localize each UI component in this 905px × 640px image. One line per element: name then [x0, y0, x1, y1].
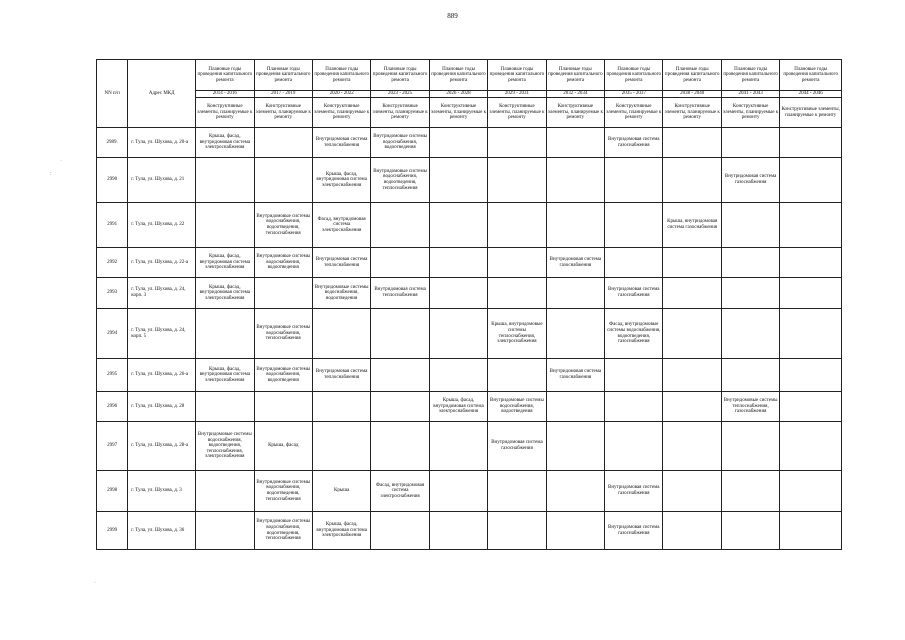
- repair-cell: [721, 422, 779, 471]
- table-row: [97, 128, 842, 158]
- row-address: г. Тула, ул. Шухова, д. 22-а: [128, 248, 196, 278]
- repair-cell: Внутридомовая система газоснабжения: [605, 128, 663, 158]
- repair-cell: Крыша, фасад, внутридомовая система электроснабжения: [312, 158, 370, 203]
- row-address: г. Тула, ул. Шухова, д. 28-а: [128, 422, 196, 471]
- row-number: 2992: [97, 248, 128, 278]
- repair-cell: [721, 359, 779, 392]
- repair-cell: Внутридомовая система газоснабжения: [721, 158, 779, 203]
- row-address: г. Тула, ул. Шухова, д. 3: [128, 471, 196, 512]
- header-elements: Конструктивные элементы, планируемые к ремонту: [254, 98, 312, 128]
- repair-cell: [371, 309, 429, 359]
- repair-cell: [663, 248, 721, 278]
- repair-cell: [605, 203, 663, 248]
- repair-cell: [371, 392, 429, 422]
- header-period-label: Плановые годы проведения капитального ремонта: [605, 60, 663, 91]
- repair-cell: [663, 309, 721, 359]
- repair-cell: [312, 392, 370, 422]
- header-elements: Конструктивные элементы, планируемые к ремонту: [429, 98, 487, 128]
- header-period-label: Плановые годы проведения капитального ремонта: [780, 60, 842, 91]
- repair-cell: [196, 309, 254, 359]
- header-years: 2038 - 2040: [663, 91, 721, 98]
- row-address: г. Тула, ул. Шухова, д. 20-а: [128, 128, 196, 158]
- repair-cell: [663, 422, 721, 471]
- repair-cell: [488, 471, 546, 512]
- repair-cell: Внутридомовая система газоснабжения: [605, 512, 663, 550]
- repair-cell: [721, 128, 779, 158]
- repair-cell: [196, 471, 254, 512]
- repair-cell: Крыша, фасад, внутридомовая система электроснабжения: [196, 359, 254, 392]
- row-number: 2998: [97, 471, 128, 512]
- repair-cell: [196, 203, 254, 248]
- repair-cell: Внутридомовые системы теплоснабжения, газоснабжения: [721, 392, 779, 422]
- repair-cell: [371, 422, 429, 471]
- table-row: [97, 278, 842, 309]
- row-number: 2997: [97, 422, 128, 471]
- repair-cell: Внутридомовые системы водоснабжения, водоотведения: [254, 359, 312, 392]
- repair-cell: Внутридомовая система газоснабжения: [488, 422, 546, 471]
- header-years: 2035 - 2037: [605, 91, 663, 98]
- table-row: [97, 392, 842, 422]
- repair-cell: Внутридомовые системы водоснабжения, водоотведения: [488, 392, 546, 422]
- repair-cell: [721, 309, 779, 359]
- repair-cell: [488, 512, 546, 550]
- row-address: г. Тула, ул. Шухова, д. 28: [128, 392, 196, 422]
- repair-cell: [254, 392, 312, 422]
- header-period-label: Плановые годы проведения капитального ремонта: [196, 60, 254, 91]
- repair-cell: [254, 278, 312, 309]
- scan-artifact: ·: [94, 580, 96, 586]
- repair-cell: [488, 359, 546, 392]
- repair-cell: [780, 158, 842, 203]
- repair-cell: Внутридомовые системы водоснабжения, водоотведения, теплоснабжения: [254, 203, 312, 248]
- header-elements: Конструктивные элементы, планируемые к ремонту: [780, 98, 842, 128]
- table-row: [97, 359, 842, 392]
- header-period-label: Плановые годы проведения капитального ремонта: [254, 60, 312, 91]
- repair-cell: [488, 248, 546, 278]
- repair-cell: [429, 128, 487, 158]
- repair-cell: [429, 158, 487, 203]
- repair-cell: [546, 512, 604, 550]
- header-elements: Конструктивные элементы, планируемые к ремонту: [196, 98, 254, 128]
- repair-cell: Внутридомовая система теплоснабжения: [371, 278, 429, 309]
- header-period-label: Плановые годы проведения капитального ремонта: [429, 60, 487, 91]
- header-period-label: Плановые годы проведения капитального ремонта: [721, 60, 779, 91]
- repair-cell: [663, 392, 721, 422]
- row-number: 2991: [97, 203, 128, 248]
- row-number: 2995: [97, 359, 128, 392]
- scan-artifact: ·: [60, 158, 62, 164]
- repair-cell: [546, 471, 604, 512]
- repair-cell: [605, 392, 663, 422]
- repair-cell: [605, 158, 663, 203]
- header-years: 2029 - 2031: [488, 91, 546, 98]
- header-elements: Конструктивные элементы, планируемые к ремонту: [371, 98, 429, 128]
- repair-cell: Крыша, фасад, внутридомовая система электроснабжения: [196, 128, 254, 158]
- repair-cell: Фасад, внутридомовая система электроснабжения: [312, 203, 370, 248]
- repair-cell: Крыша, фасад, внутридомовая система электроснабжения: [312, 512, 370, 550]
- header-elements: Конструктивные элементы, планируемые к ремонту: [312, 98, 370, 128]
- repair-cell: Крыша, фасад, внутридомовая система электроснабжения: [429, 392, 487, 422]
- repair-cell: [429, 248, 487, 278]
- repair-cell: Внутридомовая система газоснабжения: [546, 248, 604, 278]
- repair-cell: [488, 158, 546, 203]
- repair-cell: [429, 512, 487, 550]
- header-address: Адрес МКД: [128, 60, 196, 128]
- repair-cell: [429, 422, 487, 471]
- repair-cell: [196, 158, 254, 203]
- repair-cell: Внутридомовые системы водоснабжения, водоотведения, теплоснабжения: [254, 512, 312, 550]
- repair-cell: [429, 359, 487, 392]
- repair-cell: Крыша, фасад, внутридомовая система электроснабжения: [196, 248, 254, 278]
- repair-cell: [196, 512, 254, 550]
- row-address: г. Тула, ул. Шухова, д. 36: [128, 512, 196, 550]
- repair-cell: [371, 512, 429, 550]
- header-years: 2023 - 2025: [371, 91, 429, 98]
- repair-cell: Крыша, фасад, внутридомовая система электроснабжения: [196, 278, 254, 309]
- repair-cell: [780, 248, 842, 278]
- repair-cell: Внутридомовые системы водоснабжения, водоотведения, теплоснабжения, электроснабжения: [196, 422, 254, 471]
- header-elements: Конструктивные элементы, планируемые к ремонту: [605, 98, 663, 128]
- repair-cell: Крыша, внутридомовые системы теплоснабжения, электроснабжения: [488, 309, 546, 359]
- row-address: г. Тула, ул. Шухова, д. 21: [128, 158, 196, 203]
- repair-cell: Внутридомовая система газоснабжения: [605, 278, 663, 309]
- header-elements: Конструктивные элементы, планируемые к ремонту: [721, 98, 779, 128]
- repair-cell: [429, 203, 487, 248]
- repair-cell: [780, 392, 842, 422]
- repair-cell: Внутридомовые системы водоснабжения, водоотведения: [371, 128, 429, 158]
- repair-cell: [488, 278, 546, 309]
- repair-cell: [780, 359, 842, 392]
- repair-cell: [546, 128, 604, 158]
- header-years: 2026 - 2028: [429, 91, 487, 98]
- scan-artifact: :: [50, 171, 52, 177]
- repair-cell: [663, 359, 721, 392]
- header-period-label: Плановые годы проведения капитального ремонта: [312, 60, 370, 91]
- repair-cell: Внутридомовые системы водоснабжения, водоотведения, теплоснабжения: [371, 158, 429, 203]
- row-address: г. Тула, ул. Шухова, д. 22: [128, 203, 196, 248]
- repair-schedule-table: [96, 59, 842, 550]
- header-period-label: Плановые годы проведения капитального ремонта: [546, 60, 604, 91]
- repair-cell: Внутридомовые системы водоснабжения, теплоснабжения: [254, 309, 312, 359]
- repair-cell: Крыша, фасад: [254, 422, 312, 471]
- header-number: NN п/п: [97, 60, 128, 128]
- repair-cell: [780, 471, 842, 512]
- repair-cell: [663, 512, 721, 550]
- repair-cell: Внутридомовая система теплоснабжения: [312, 128, 370, 158]
- row-number: 2996: [97, 392, 128, 422]
- table-row: [97, 248, 842, 278]
- repair-cell: [605, 422, 663, 471]
- repair-cell: [546, 158, 604, 203]
- repair-cell: [254, 128, 312, 158]
- repair-cell: Фасад, внутридомовая система электроснабжения: [371, 471, 429, 512]
- row-address: г. Тула, ул. Шухова, д. 24, корп. 5: [128, 309, 196, 359]
- repair-cell: Внутридомовые системы водоснабжения, водоотведения: [312, 278, 370, 309]
- repair-cell: [780, 422, 842, 471]
- repair-cell: Крыша, внутридомовая система газоснабжения: [663, 203, 721, 248]
- table-row: [97, 512, 842, 550]
- repair-cell: [663, 158, 721, 203]
- header-period-label: Плановые годы проведения капитального ремонта: [488, 60, 546, 91]
- repair-cell: [605, 248, 663, 278]
- row-address: г. Тула, ул. Шухова, д. 24, корп. 3: [128, 278, 196, 309]
- repair-cell: [780, 309, 842, 359]
- repair-cell: Внутридомовая система теплоснабжения: [312, 359, 370, 392]
- repair-cell: [312, 309, 370, 359]
- repair-cell: [721, 203, 779, 248]
- repair-cell: Крыша: [312, 471, 370, 512]
- repair-cell: [546, 422, 604, 471]
- repair-cell: [371, 359, 429, 392]
- repair-cell: [605, 359, 663, 392]
- repair-cell: [663, 128, 721, 158]
- repair-cell: [780, 128, 842, 158]
- repair-cell: [780, 203, 842, 248]
- repair-cell: [312, 422, 370, 471]
- row-number: 2990: [97, 158, 128, 203]
- header-elements: Конструктивные элементы, планируемые к ремонту: [663, 98, 721, 128]
- repair-cell: [546, 278, 604, 309]
- header-years: 2032 - 2034: [546, 91, 604, 98]
- repair-cell: Фасад, внутридомовые системы водоснабжения, водоотведения, газоснабжения: [605, 309, 663, 359]
- repair-cell: [780, 278, 842, 309]
- repair-cell: [196, 392, 254, 422]
- page-number: 889: [447, 12, 458, 20]
- repair-cell: [721, 278, 779, 309]
- repair-cell: [488, 128, 546, 158]
- repair-cell: Внутридомовая система теплоснабжения: [312, 248, 370, 278]
- repair-cell: Внутридомовая система газоснабжения: [605, 471, 663, 512]
- repair-cell: Внутридомовая система газоснабжения: [546, 359, 604, 392]
- repair-cell: [429, 278, 487, 309]
- header-elements: Конструктивные элементы, планируемые к ремонту: [488, 98, 546, 128]
- repair-cell: [488, 203, 546, 248]
- repair-cell: Внутридомовые системы водоснабжения, водоотведения, теплоснабжения: [254, 471, 312, 512]
- header-period-label: Плановые годы проведения капитального ремонта: [371, 60, 429, 91]
- header-years: 2041 - 2043: [721, 91, 779, 98]
- repair-cell: [663, 471, 721, 512]
- repair-cell: [429, 471, 487, 512]
- table-row: [97, 471, 842, 512]
- repair-cell: [371, 203, 429, 248]
- row-address: г. Тула, ул. Шухова, д. 26-а: [128, 359, 196, 392]
- table-row: [97, 422, 842, 471]
- repair-cell: [721, 512, 779, 550]
- repair-cell: [721, 471, 779, 512]
- header-years: 2014 - 2016: [196, 91, 254, 98]
- repair-cell: [663, 278, 721, 309]
- header-years: 2020 - 2022: [312, 91, 370, 98]
- header-years: 2044 - 2046: [780, 91, 842, 98]
- table-row: [97, 158, 842, 203]
- repair-cell: [780, 512, 842, 550]
- header-years: 2017 - 2019: [254, 91, 312, 98]
- header-period-label: Плановые годы проведения капитального ремонта: [663, 60, 721, 91]
- repair-cell: [721, 248, 779, 278]
- repair-cell: Внутридомовые системы водоснабжения, водоотведения: [254, 248, 312, 278]
- repair-cell: [546, 392, 604, 422]
- repair-cell: [429, 309, 487, 359]
- row-number: 2999: [97, 512, 128, 550]
- header-elements: Конструктивные элементы, планируемые к ремонту: [546, 98, 604, 128]
- table-row: [97, 309, 842, 359]
- table-row: [97, 203, 842, 248]
- repair-cell: [546, 203, 604, 248]
- row-number: 2989.: [97, 128, 128, 158]
- repair-cell: [254, 158, 312, 203]
- row-number: 2994: [97, 309, 128, 359]
- row-number: 2993: [97, 278, 128, 309]
- repair-cell: [371, 248, 429, 278]
- repair-cell: [546, 309, 604, 359]
